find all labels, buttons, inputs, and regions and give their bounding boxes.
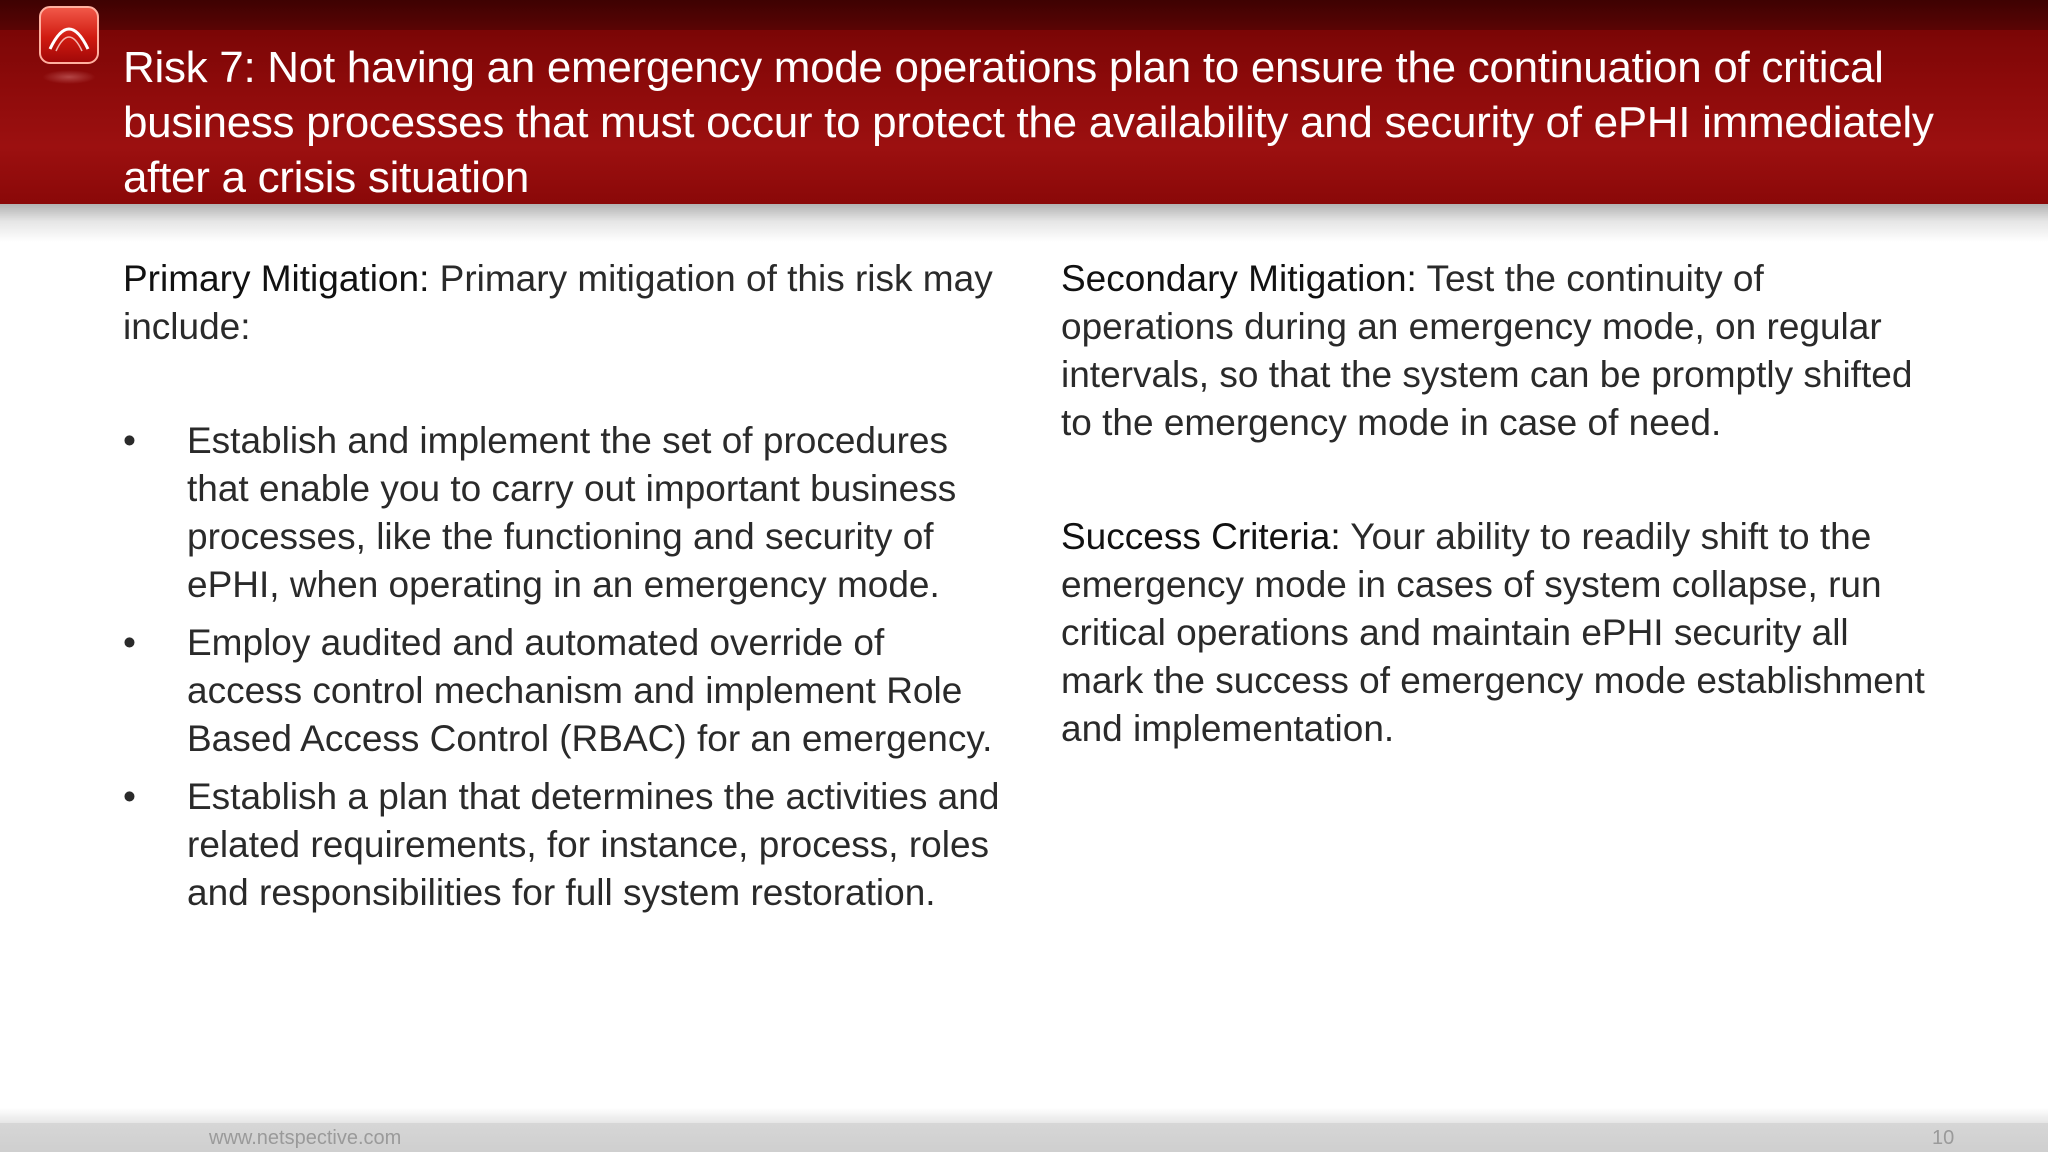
primary-intro-text: Primary mitigation of this risk may include: <box>123 258 993 347</box>
primary-bullet-list <box>123 417 1003 917</box>
bullet-icon: • <box>123 622 136 663</box>
success-text: Your ability to readily shift to the emergency mode in cases of system collapse, run critical operations and maintain ePHI security all mark the success of emergency mode establishment and implementation. <box>1061 516 1925 749</box>
list-item <box>123 619 1003 763</box>
secondary-column <box>1061 255 1941 753</box>
page-number: 10 <box>1932 1127 1955 1149</box>
primary-intro <box>123 255 1003 351</box>
primary-label: Primary Mitigation: <box>123 258 430 299</box>
secondary-mitigation <box>1061 255 1941 447</box>
bullet-icon: • <box>123 420 136 461</box>
list-item <box>123 773 1003 917</box>
secondary-text: Test the continuity of operations during an emergency mode, on regular intervals, so that the system can be promptly shifted to the emergency mode in case of need. <box>1061 258 1913 443</box>
secondary-label: Secondary Mitigation: <box>1061 258 1417 299</box>
header-shadow <box>0 204 2048 242</box>
success-criteria <box>1061 513 1941 753</box>
logo-reflection <box>42 70 96 84</box>
slide-title: Risk 7: Not having an emergency mode operations plan to ensure the continuation of critical business processes that must occur to protect the availability and security of ePHI immediately after a crisis situation <box>123 43 1934 202</box>
bullet-text: Establish and implement the set of procedures that enable you to carry out important business processes, like the functioning and security of ePHI, when operating in an emergency mode. <box>187 420 957 605</box>
list-item <box>123 417 1003 609</box>
bullet-icon: • <box>123 776 136 817</box>
bullet-text: Establish a plan that determines the activities and related requirements, for instance, process, roles and responsibilities for full system restoration. <box>187 776 1000 913</box>
success-label: Success Criteria: <box>1061 516 1341 557</box>
primary-mitigation-column <box>123 255 1003 927</box>
footer-shadow <box>0 1108 2048 1123</box>
header-top-stripe <box>0 0 2048 30</box>
bullet-text: Employ audited and automated override of access control mechanism and implement Role Based Access Control (RBAC) for an emergency. <box>187 622 993 759</box>
app-logo-icon <box>38 5 100 67</box>
footer-url: www.netspective.com <box>209 1127 402 1149</box>
